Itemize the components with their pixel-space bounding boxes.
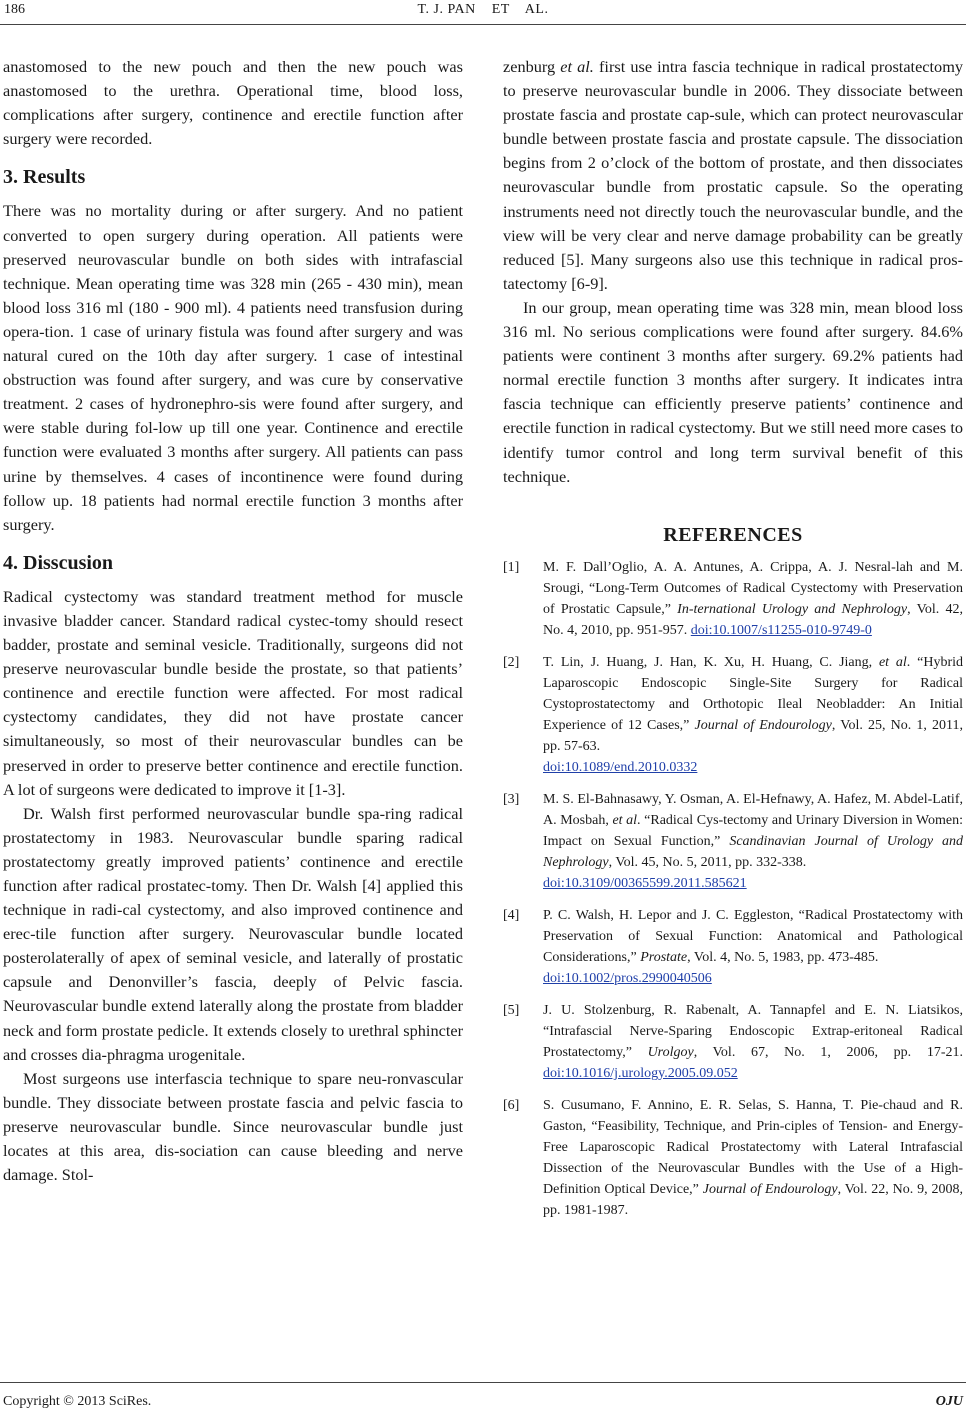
doi-link[interactable]: doi:10.1002/pros.2990040506 xyxy=(543,970,712,986)
reference-number: [5] xyxy=(503,1002,520,1018)
copyright-notice: Copyright © 2013 SciRes. xyxy=(3,1394,152,1409)
paragraph: Radical cystectomy was standard treatment method for muscle invasive bladder cancer. Standard radical cystec-tomy should resect badder, prostate and seminal vesicle. Traditionally, surgeons did not preserve neurovascular bundle beside the prostate, so that patients’ continence and erectile function were affected. For most radical cystectomy candidates, they did not have prostate cancer simultaneously, so most of their neurovascular bundles can be preserved in order to preserve better continence and erectile function. A lot of surgeons were dedicated to improve it [1-3]. xyxy=(3,586,463,799)
reference-text: , Vol. 45, No. 5, 2011, pp. 332-338. xyxy=(608,854,807,870)
reference-text: S. Cusumano, F. Annino, E. R. Selas, S. Hanna, T. Pie-chaud and R. Gaston, “Feasibility, Technique, and Prin-ciples of Tension- and Energy-Free Laparoscopic Radical Prostatectomy with Lateral Intrafascial Dissection of the Neurovascular Bundles with the Use of a High-Definition Optical Device,” xyxy=(543,1097,963,1197)
reference-journal: Scandinavian Journal of Urology and Nephrology xyxy=(543,833,964,870)
reference-text: , Vol. 25, No. 1, 2011, pp. 57-63. xyxy=(543,717,964,754)
doi-link[interactable]: doi:10.1007/s11255-010-9749-0 xyxy=(690,622,872,638)
right-column xyxy=(503,55,963,1232)
reference-text: , Vol. 4, No. 5, 1983, pp. 473-485. xyxy=(687,949,879,965)
reference-text: , Vol. 67, No. 1, 2006, pp. 17-21. xyxy=(693,1044,963,1060)
journal-abbrev: OJU xyxy=(935,1394,963,1409)
header-rule xyxy=(0,24,966,25)
reference-text: T. Lin, J. Huang, J. Han, K. Xu, H. Huang, C. Jiang, xyxy=(543,654,873,670)
footer-rule xyxy=(0,1382,966,1383)
page-number: 186 xyxy=(4,2,25,17)
page-header xyxy=(0,0,966,22)
reference-journal: Journal of Endourology xyxy=(694,717,832,733)
left-column xyxy=(3,55,463,1187)
text-run: zenburg xyxy=(503,57,556,76)
page-footer xyxy=(0,1380,966,1410)
doi-link[interactable]: doi:10.1089/end.2010.0332 xyxy=(543,759,698,775)
reference-etal: et al xyxy=(612,812,638,828)
reference-journal: Prostate xyxy=(640,949,688,965)
reference-text: P. C. Walsh, H. Lepor and J. C. Eggleston, “Radical Prostatectomy with Preservation of Sexual Function: Anatomical and Pathological Considerations,” xyxy=(543,907,963,965)
reference-text: . “Hybrid Laparoscopic Endoscopic Single-Site Surgery for Radical Cystoprostatectomy and Orthotopic Ileal Neobladder: An Initial Experience of 12 Cases,” xyxy=(543,654,963,733)
section-heading-discussion: 4. Disscusion xyxy=(3,551,114,574)
reference-item xyxy=(503,557,963,641)
reference-text: J. U. Stolzenburg, R. Rabenalt, A. Tannapfel and E. N. Liatsikos, “Intrafascial Nerve-Sparing Endoscopic Extrap-eritoneal Radical Prostatectomy,” xyxy=(543,1002,963,1060)
reference-item xyxy=(503,652,963,778)
text-run: first use intra fascia technique in radical prostatectomy to preserve neurovascular bundle in 2006. They dissociate between prostate fascia and prostate cap-sule, which can protect neurovascular bundle between prostate fascia and prostate capsule. The dissociation begins from 2 o’clock of the bottom of prostate, and then dissociates neurovascular bundle from prostatic capsule. So the operating instruments need not directly touch the neurovascular bundle, and the view will be very clear and nerve damage probability can be greatly reduced [5]. Many surgeons also use this technique in radical pros-tatectomy [6-9]. xyxy=(503,57,964,293)
text-run-italic: et al. xyxy=(560,57,594,76)
paragraph: Dr. Walsh first performed neurovascular bundle spa-ring radical prostatectomy in 1983. Neurovascular bundle sparing radical prostatectomy greatly improved patients’ continence and erectile function after radical prostatec-tomy. Then Dr. Walsh [4] applied this technique in radi-cal cystectomy, and also improved continence and erec-tile function after surgery. Neurovascular bundle located posterolaterally of apex of seminal vesicle, and laterally of prostatic capsule and Denonviller’s fascia, deeply of Pelvic fascia. Neurovascular bundle extend laterally along the prostate from bladder neck and form prostate pedicle. It extends closely to urethral sphincter and crosses dia-phragma urogenitale. xyxy=(3,803,463,1064)
paragraph: anastomosed to the new pouch and then the new pouch was anastomosed to the urethra. Operational time, blood loss, complications after surgery, continence and erectile function after surgery were recorded. xyxy=(3,57,463,149)
reference-text: , Vol. 22, No. 9, 2008, pp. 1981-1987. xyxy=(543,1181,964,1218)
reference-number: [3] xyxy=(503,791,520,807)
reference-etal: et al xyxy=(878,654,907,670)
reference-journal: In-ternational Urology and Nephrology xyxy=(677,601,908,617)
reference-item xyxy=(503,905,963,989)
doi-link[interactable]: doi:10.3109/00365599.2011.585621 xyxy=(543,875,747,891)
reference-text: , Vol. 42, No. 4, 2010, pp. 951-957. xyxy=(543,601,963,638)
running-head: T. J. PAN ET AL. xyxy=(417,2,549,17)
paragraph: Most surgeons use interfascia technique to spare neu-ronvascular bundle. They dissociate between prostate fascia and pelvic fascia to preserve neurovascular bundle. Since neurovascular bundle just locates at this area, dis-sociation can cause bleeding and nerve damage. Stol- xyxy=(3,1068,463,1185)
section-heading-results: 3. Results xyxy=(3,166,86,189)
paragraph: In our group, mean operating time was 328 min, mean blood loss 316 ml. No serious complications were found after surgery. 84.6% patients were continent 3 months after surgery. 69.2% patients had normal erectile function 3 months after surgery. It indicates intra fascia technique can efficiently preserve patients’ continence and erectile function in radical cystectomy. But we still need more cases to identify tumor control and long term survival benefit of this technique. xyxy=(503,297,963,486)
reference-number: [1] xyxy=(503,559,520,575)
reference-item xyxy=(503,1095,963,1221)
reference-item xyxy=(503,789,963,894)
reference-item xyxy=(503,1000,963,1084)
reference-number: [2] xyxy=(503,654,520,670)
reference-journal: Journal of Endourology xyxy=(702,1181,838,1197)
references-heading: REFERENCES xyxy=(663,523,803,546)
doi-link[interactable]: doi:10.1016/j.urology.2005.09.052 xyxy=(543,1065,738,1081)
reference-text: M. F. Dall’Oglio, A. A. Antunes, A. Crippa, A. J. Nesral-lah and M. Srougi, “Long-Term Outcomes of Radical Cystectomy with Preservation of Prostatic Capsule,” xyxy=(543,559,963,617)
reference-text: M. S. El-Bahnasawy, Y. Osman, A. El-Hefnawy, A. Hafez, M. Abdel-Latif, A. Mosbah, xyxy=(543,791,963,828)
reference-text: . “Radical Cys-tectomy and Urinary Diversion in Women: Impact on Sexual Function,” xyxy=(543,812,963,849)
reference-number: [6] xyxy=(503,1097,520,1113)
reference-number: [4] xyxy=(503,907,520,923)
paragraph: There was no mortality during or after surgery. And no patient converted to open surgery during operation. All patients were preserved neurovascular bundle on both sides with intrafascial technique. Mean operating time was 328 min (265 - 430 min), mean blood loss 316 ml (180 - 900 ml). 4 patients need transfusion during opera-tion. 1 case of urinary fistula was found after surgery and was natural cured on the 10th day after surgery. 1 case of intestinal obstruction was found after surgery, and was cure by conservative treatment. 2 cases of hydronephro-sis were found after surgery, and were stable during fol-low up till one year. Continence and erectile function were evaluated 3 months after surgery. All patients can pass urine by themselves. 4 cases of incontinence were found during follow up. 18 patients had normal erectile function 3 months after surgery. xyxy=(3,201,463,534)
reference-journal: Urolgoy xyxy=(647,1044,694,1060)
paragraph xyxy=(503,55,963,296)
